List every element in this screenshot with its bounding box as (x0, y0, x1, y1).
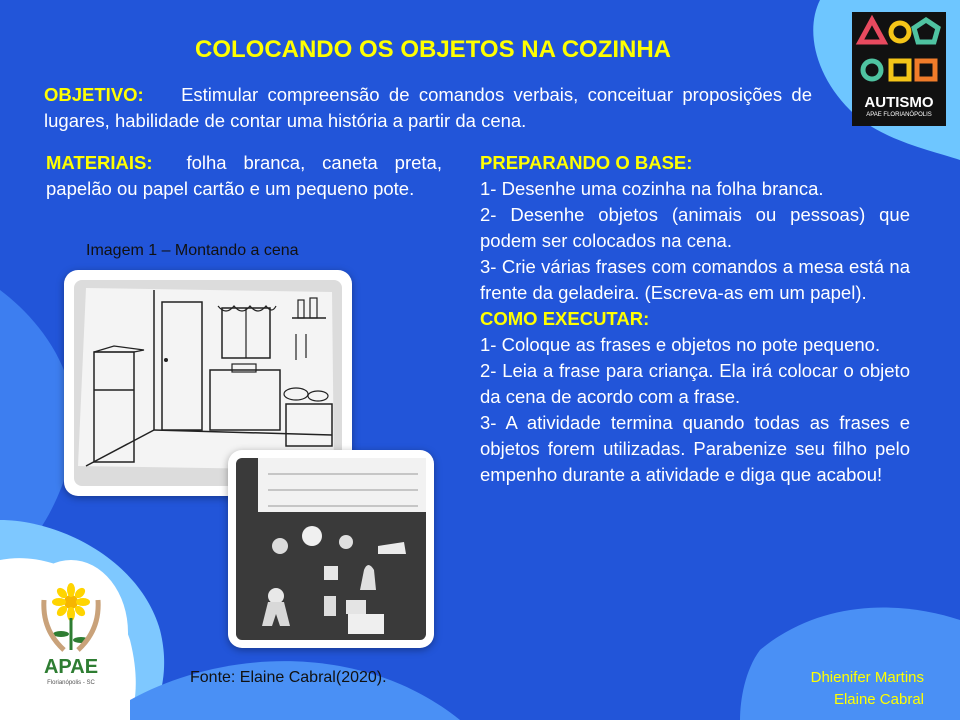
instructions-column (480, 150, 910, 488)
objects-photo-frame (228, 450, 434, 648)
objective-paragraph (44, 82, 812, 134)
apae-logo-title: APAE (43, 656, 99, 678)
image-source: Fonte: Elaine Cabral(2020). (190, 669, 387, 686)
objective-text: Estimular compreensão de comandos verbais, conceituar proposições de lugares, habilidade de contar uma história a partir da cena. (44, 84, 812, 131)
execute-step: 3- A atividade termina quando todas as frases e objetos forem utilizadas. Parabenize seu filho pelo empenho durante a atividade e diga que acabou! (480, 412, 910, 485)
execute-heading: COMO EXECUTAR: (480, 308, 650, 329)
materials-paragraph (46, 150, 442, 202)
author-name: Dhienifer Martins (810, 669, 924, 686)
execute-step: 2- Leia a frase para criança. Ela irá colocar o objeto da cena de acordo com a frase. (480, 360, 910, 407)
preparing-step: 3- Crie várias frases com comandos a mesa está na frente da geladeira. (Escreva-as em um papel). (480, 256, 910, 303)
apae-logo-subtitle: Florianópolis - SC (47, 680, 95, 686)
materials-text: folha branca, caneta preta, papelão ou papel cartão e um pequeno pote. (46, 152, 442, 199)
sunflower-hands-icon (14, 560, 128, 656)
autismo-logo-title: AUTISMO (864, 94, 934, 111)
preparing-step: 1- Desenhe uma cozinha na folha branca. (480, 178, 824, 199)
autismo-shapes-icon (852, 12, 946, 92)
execute-step: 1- Coloque as frases e objetos no pote pequeno. (480, 334, 881, 355)
author-name: Elaine Cabral (833, 691, 924, 708)
autismo-logo-subtitle: APAE FLORIANÓPOLIS (866, 112, 932, 118)
apae-logo (14, 560, 128, 705)
page-title: COLOCANDO OS OBJETOS NA COZINHA (194, 36, 672, 63)
preparing-heading: PREPARANDO O BASE: (480, 152, 693, 173)
autismo-logo (852, 12, 946, 126)
preparing-step: 2- Desenhe objetos (animais ou pessoas) que podem ser colocados na cena. (480, 204, 910, 251)
objective-label: OBJETIVO: (44, 84, 144, 105)
authors (811, 667, 924, 711)
objects-image (228, 450, 434, 648)
image-caption: Imagem 1 – Montando a cena (86, 242, 299, 259)
materials-label: MATERIAIS: (46, 152, 153, 173)
